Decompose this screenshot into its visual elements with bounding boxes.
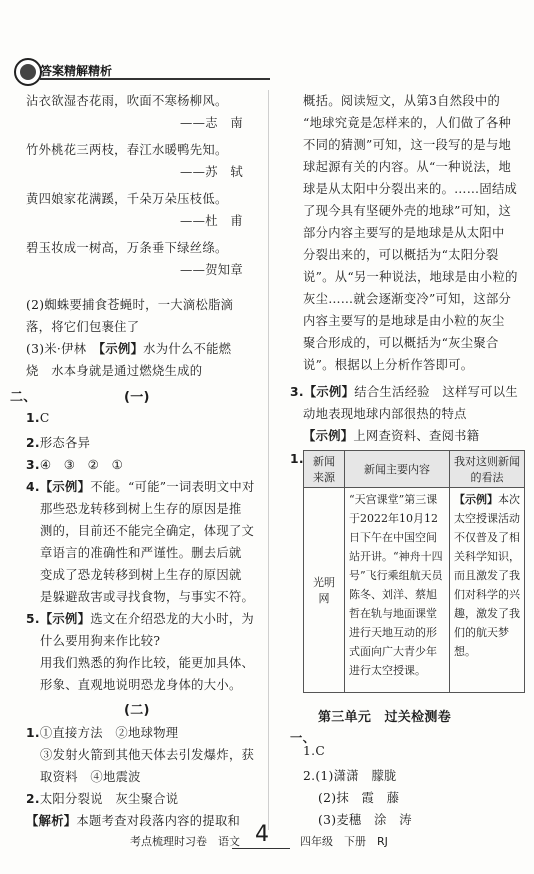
table-cell-source: 光明网 [304, 488, 345, 693]
r-section-1-label: 一、 [290, 731, 316, 745]
news-table [303, 450, 525, 693]
p2-q1-line-1: 1.①直接方法 ②地球物理 [26, 726, 179, 740]
poem-line: 竹外桃花三两枝，春江水暖鸭先知。 [26, 143, 228, 157]
analysis-line: 部分内容主要写的是地球是从太阳中 [303, 226, 505, 240]
q3-line-1 [26, 339, 231, 357]
p2-analysis: 【解析】本题考查对段落内容的提取和 [26, 814, 241, 828]
poem-author: ——志 南 [180, 116, 243, 130]
analysis-line: 聚合形成的，可以概括为“灰尘聚合 [303, 336, 499, 350]
q2-line-2: 落，将它们包裹住了 [26, 320, 140, 334]
p1-q4-line-3: 测的，目前还不能完全确定，体现了文 [40, 524, 255, 538]
r-example: 【示例】上网查资料、查阅书籍 [303, 429, 480, 443]
p1-q4-line-6: 是躲避敌害或寻找食物，与事实不符。 [40, 590, 255, 604]
table-header-source: 新闻来源 [304, 451, 345, 488]
column-divider [268, 90, 269, 830]
r-table-number: 1. [290, 452, 304, 466]
poem-line: 沾衣欲湿杏花雨，吹面不寒杨柳风。 [26, 94, 228, 108]
p1-q1: 1.C [26, 411, 50, 425]
u-q2-line-3: (3)麦穗 涂 涛 [318, 813, 412, 827]
poem-author: ——苏 轼 [180, 165, 243, 179]
analysis-line: 分裂出来的，可以概括为“太阳分裂 [303, 248, 499, 262]
page-header-title: 答案精解精析 [40, 64, 113, 78]
p1-q5-line-4: 形象、直观地说明恐龙身体的大小。 [40, 678, 242, 692]
analysis-line: 灰尘……就会逐渐变冷”可知，这部分 [303, 292, 512, 306]
analysis-line: “地球究竟是怎样来的，人们做了各种 [303, 116, 512, 130]
q3-text-1: 水为什么不能燃 [143, 342, 232, 356]
logo-emblem [20, 64, 36, 80]
p1-q4-line-5: 变成了恐龙转移到树上生存的原因就 [40, 568, 242, 582]
table-cell-content: “天宫课堂”第三课于2022年10月12日下午在中国空间站开讲。“神舟十四号”飞行乘组航天员陈冬、刘洋、蔡旭哲在轨与地面课堂进行天地互动的形式面向广大青少年进行太空授课。 [345, 488, 450, 693]
page-number-rule [232, 848, 290, 849]
analysis-line: 球是从太阳中分裂出来的。……固结成 [303, 182, 518, 196]
table-cell-opinion: 【示例】本次太空授课活动不仅普及了相关科学知识，而且激发了我们对科学的兴趣，激发了我们的航天梦想。 [450, 488, 525, 693]
table-header-row [304, 451, 525, 488]
footer-right: 四年级 下册 RJ [300, 835, 388, 848]
q4-tag: 【示例】 [39, 480, 91, 494]
analysis-line: 说”。根据以上分析作答即可。 [303, 358, 474, 372]
p2-q2: 2.太阳分裂说 灰尘聚合说 [26, 792, 179, 806]
header-rule [40, 78, 270, 80]
q2-line-1: (2)蜘蛛要捕食苍蝇时，一大滴松脂滴 [26, 298, 234, 312]
page-number: 4 [255, 822, 269, 847]
analysis-line: 不同的猜测”可知，这一段写的是与地 [303, 138, 512, 152]
poem-line: 碧玉妆成一树高，万条垂下绿丝绦。 [26, 241, 228, 255]
analysis-line: 球起源有关的内容。从“一种说法，地 [303, 160, 512, 174]
table-header-opinion: 我对这则新闻的看法 [450, 451, 525, 488]
analysis-line: 说”。从“另一种说法，地球是由小粒的 [303, 270, 518, 284]
poem-author: ——贺知章 [180, 263, 243, 277]
section-2-part-1: (一) [124, 390, 150, 405]
u-q2-line-2: (2)抹 霞 藤 [318, 791, 400, 805]
p2-q1-line-3: 取资料 ④地震波 [40, 770, 141, 784]
section-2-part-2: (二) [124, 703, 150, 718]
analysis-line: 了现今具有坚硬外壳的地球”可知，这 [303, 204, 512, 218]
table-row [304, 488, 525, 693]
footer-left: 考点梳理时习卷 语文 [130, 835, 240, 848]
poem-author: ——杜 甫 [180, 214, 243, 228]
table-header-content: 新闻主要内容 [345, 451, 450, 488]
p1-q3: 3.④ ③ ② ① [26, 458, 123, 472]
p1-q4-line-1: 4.【示例】不能。“可能”一词表明文中对 [26, 480, 255, 494]
u-q2-line-1: 2.(1)潇潇 朦胧 [303, 769, 397, 783]
q5-tag: 【示例】 [39, 612, 91, 626]
p1-q5-line-1: 5.【示例】选文在介绍恐龙的大小时，为 [26, 612, 254, 626]
p1-q4-line-4: 章语言的准确性和严谨性。删去后就 [40, 546, 242, 560]
q3-tag: 【示例】 [98, 342, 144, 356]
p1-q2: 2.形态各异 [26, 436, 91, 450]
brand-logo [14, 58, 42, 86]
p1-q5-line-3: 用我们熟悉的狗作比较，能更加具体、 [40, 656, 255, 670]
analysis-line: 概括。阅读短文，从第3自然段中的 [303, 94, 501, 108]
section-2-label: 二、 [10, 390, 37, 405]
q3-prefix: (3)米·伊林 [26, 342, 99, 356]
q3-line-2: 烧 水本身就是通过燃烧生成的 [26, 364, 203, 378]
unit-title: 第三单元 过关检测卷 [318, 710, 452, 725]
r-q3-tag: 【示例】 [303, 385, 355, 399]
r-q3-line-1: 3.【示例】结合生活经验 这样写可以生 [290, 385, 518, 399]
p1-q5-line-2: 什么要用狗来作比较? [40, 634, 161, 648]
poem-line: 黄四娘家花满蹊，千朵万朵压枝低。 [26, 192, 228, 206]
r-q3-line-2: 动地表现地球内部很热的特点 [303, 407, 467, 421]
p1-q4-line-2: 那些恐龙转移到树上生存的原因是推 [40, 502, 242, 516]
analysis-line: 内容主要写的是地球是由小粒的灰尘 [303, 314, 505, 328]
u-q1: 1.C [303, 744, 326, 758]
p2-q1-line-2: ③发射火箭到其他天体去引发爆炸，获 [40, 748, 255, 762]
